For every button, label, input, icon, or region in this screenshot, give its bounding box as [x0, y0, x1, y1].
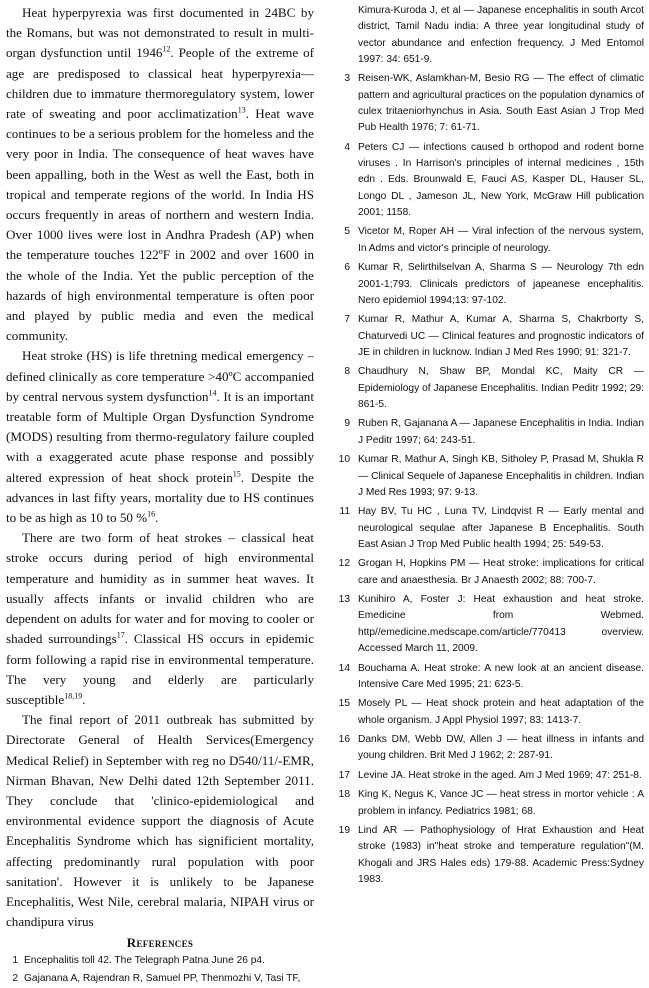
- reference-text: Reisen-WK, Aslamkhan-M, Besio RG — The effect of climatic pattern and agricultural practices on the population dynamics of culex tritaeniorhynchus in Asia. South East Asian J Trop Med Pub Health 1976; 7: 61-71.: [358, 73, 644, 134]
- reference-number: 1: [12, 955, 18, 967]
- references-column: [338, 3, 644, 892]
- paragraph-text: There are two form of heat strokes – classical heat stroke occurs during period of high environmental temperature and humidity as in summer heat waves. It usually affects infants or invalid children who are dependent on adults for water and for moving to cooler or shaded surroundings: [6, 530, 314, 647]
- reference-text: Hay BV, Tu HC , Luna TV, Lindqvist R — Early mental and neurological sequlae after Japanese B Encephalitis. South East Asian J Trop Med Public health 1994; 25: 549-53.: [358, 506, 644, 550]
- reference-item: [338, 556, 644, 589]
- reference-text: Mosely PL — Heat shock protein and heat adaptation of the whole organism. J Appl Physiol 1997; 83: 1413-7.: [358, 698, 644, 726]
- reference-item: [338, 661, 644, 694]
- reference-number: 11: [339, 506, 350, 518]
- reference-text: Encephalitis toll 42. The Telegraph Patna June 26 p4.: [24, 955, 265, 967]
- reference-number: 2: [12, 973, 18, 985]
- paragraph-heat-hyperpyrexia: [6, 3, 314, 346]
- reference-item: [6, 970, 314, 988]
- reference-number: 13: [338, 594, 350, 606]
- reference-text: King K, Negus K, Vance JC — heat stress in mortor vehicle : A problem in infancy. Pediatrics 1981; 68.: [358, 789, 644, 817]
- reference-item: [338, 452, 644, 501]
- citation-superscript: 17: [116, 630, 125, 640]
- reference-item: [338, 364, 644, 413]
- reference-number: 14: [338, 662, 350, 674]
- reference-text: Kumar R, Selirthilselvan A, Sharma S — Neurology 7th edn 2001-1;793. Clinicals predictors of japeanese encephalitis. Nero epidemiol 1994;13: 97-102.: [358, 262, 644, 306]
- reference-number: 10: [338, 454, 350, 466]
- reference-text: Bouchama A. Heat stroke: A new look at an ancient disease. Intensive Care Med 1995; 21: 623-5.: [358, 662, 644, 690]
- paragraph-text: . Classical HS occurs in epidemic form following a rapid rise in environmental temperature. The very young and elderly are particularly susceptible: [6, 631, 315, 707]
- paragraph-heat-stroke-definition: [6, 346, 314, 528]
- paragraph-text: .: [82, 691, 86, 707]
- reference-item: [338, 260, 644, 309]
- citation-superscript: 16: [147, 509, 156, 519]
- paragraph-text: .: [155, 510, 159, 526]
- citation-superscript: 14: [208, 388, 217, 398]
- reference-text: Kunihiro A, Foster J: Heat exhaustion and heat stroke. Emedicine from Webmed. http//emedicine.medscape.com/article/770413 overview. Accessed March 11, 2009.: [358, 594, 644, 655]
- reference-item: [338, 696, 644, 729]
- reference-number: 16: [338, 734, 350, 746]
- paragraph-text: . Despite the advances in last fifty years, mortality due to HS continues to be as high as 10 to 50 %: [6, 469, 314, 526]
- reference-number: 7: [344, 314, 350, 326]
- citation-superscript: 13: [237, 105, 246, 115]
- reference-text: Ruben R, Gajanana A — Japanese Encephalitis in India. Indian J Peditr 1997; 64: 243-51.: [358, 418, 644, 446]
- reference-number: 4: [344, 141, 350, 153]
- reference-text: Lind AR — Pathophysiology of Hrat Exhaustion and Heat stroke (1983) in"heat stroke and temperature regulation"(M. Khogali and JRS Hales eds) 179-88. Academic Press:Sydney 1983.: [358, 825, 644, 886]
- reference-number: 5: [344, 226, 350, 238]
- reference-text: Levine JA. Heat stroke in the aged. Am J Med 1969; 47: 251-8.: [358, 769, 642, 781]
- reference-text: Grogan H, Hopkins PM — Heat stroke: implications for critical care and anaesthesia. Br J Anaesth 2002; 88: 700-7.: [358, 558, 644, 586]
- reference-list: [338, 71, 644, 888]
- reference-number: 6: [344, 262, 350, 274]
- reference-item: [338, 823, 644, 888]
- reference-text: Chaudhury N, Shaw BP, Mondal KC, Maity CR — Epidemiology of Japanese Encephalitis. Indian Peditr 1992; 29: 861-5.: [358, 366, 644, 410]
- reference-number: 15: [338, 698, 350, 710]
- reference-item: [338, 732, 644, 765]
- reference-item: [338, 140, 644, 221]
- reference-text: Kumar R, Mathur A, Singh KB, Sitholey P, Prasad M, Shukla R — Clinical Sequele of Japanese Encephalitis in children. Indian J Med Res 1993; 97: 9-13.: [358, 454, 644, 498]
- reference-text: Gajanana A, Rajendran R, Samuel PP, Thenmozhi V, Tasi TF,: [24, 973, 301, 985]
- reference-item: [338, 768, 644, 784]
- reference-item: [338, 224, 644, 257]
- references-heading: References: [126, 935, 194, 951]
- reference-number: 12: [338, 558, 350, 570]
- paragraph-text: . People of the extreme of age are predisposed to classical heat hyperpyrexia—children due to immature thermoregulatory system, lower rate of sweating and poor acclimatization: [6, 45, 314, 122]
- reference-number: 3: [344, 73, 350, 85]
- reference-number: 17: [338, 769, 350, 781]
- paragraph-heat-stroke-forms: [6, 528, 314, 710]
- reference-item: [338, 592, 644, 657]
- paragraph-final-report: [6, 710, 314, 932]
- citation-superscript: 12: [162, 45, 171, 55]
- reference-text: Peters CJ — infections caused b orthopod and rodent borne viruses . In Harrison's principles of internal medicines , 15th edn . Eds. Brounwald E, Fauci AS, Kasper DL, Hauser SL, Longo DL , Jameson JL, New York, McGraw Hill publication 2001; 1158.: [358, 141, 644, 218]
- paragraph-text: Heat stroke (HS) is life thretning medical emergency – defined clinically as core temperature >40ºC accompanied by central nervous system dysfunction: [6, 348, 314, 404]
- reference-item: [338, 787, 644, 820]
- reference-text: Kumar R, Mathur A, Kumar A, Sharma S, Chakrborty S, Chaturvedi UC — Clinical features and prognostic indicators of JE in children in lucknow. Indian J Med Res 1990; 91: 321-7.: [358, 314, 644, 358]
- reference-item: [338, 71, 644, 136]
- citation-superscript: 18,19: [64, 691, 83, 701]
- reference-continuation: Kimura-Kuroda J, et al — Japanese encephalitis in south Arcot district, Tamil Nadu india: A three year longitudinal study of vector abundance and enfection frequency. J Med Entomol 1997: 34: 651-9.: [358, 5, 644, 65]
- reference-number: 19: [338, 825, 350, 837]
- reference-text: Vicetor M, Roper AH — Viral infection of the nervous system, In Adms and victor's principle of neurology.: [358, 226, 644, 254]
- reference-item: [338, 312, 644, 361]
- reference-number: 18: [338, 789, 350, 801]
- paragraph-text: . It is an important treatable form of Multiple Organ Dysfunction Syndrome (MODS) resulting from thermo-regulatory failure coupled with a exaggerated acute phase response and possibly altered expression of heat shock protein: [6, 388, 314, 485]
- paragraph-text: . Heat wave continues to be a serious problem for the homeless and the very poor in India. The consequence of heat waves have been appalling, both in the West as well the East, both in tropical and temperate regions of the world. In India HS occurs frequently in areas of northern and western India. Over 1000 lives were lost in Andhra Pradesh (AP) when the temperature touches 122ºF in 2002 and over 1600 in the whole of the India. Yet the public perception of the hazards of high environmental temperature is often poor and played by public media and even the medical community.: [6, 106, 314, 344]
- reference-item: [338, 504, 644, 553]
- citation-superscript: 15: [232, 469, 241, 479]
- reference-item: [338, 416, 644, 449]
- reference-number: 8: [344, 366, 350, 378]
- paragraph-text: The final report of 2011 outbreak has submitted by Directorate General of Health Services(Emergency Medical Relief) in September with reg no D540/11/-EMR, Nirman Bhavan, New Delhi dated 12th September 2011. They conclude that 'clinico-epidemiological and environmental evidence support the diagnosis of Acute Encephalitis Syndrome which has significient mortality, affecting predominantly rural population with poor sanitation'. However it is unlikely to be Japanese Encephalitis, West Nile, cerebral malaria, NIPAH virus or chandipura virus: [6, 712, 314, 930]
- reference-item: [6, 952, 314, 970]
- reference-number: 9: [344, 418, 350, 430]
- paragraph-text: Heat hyperpyrexia was first documented in 24BC by the Romans, but was not demonstrated to result in multi-organ dysfunction until 1946: [6, 5, 314, 61]
- reference-text: Danks DM, Webb DW, Allen J — heat illness in infants and young children. Brit Med J 1962; 2: 287-91.: [358, 734, 644, 762]
- body-text-column: [6, 3, 314, 988]
